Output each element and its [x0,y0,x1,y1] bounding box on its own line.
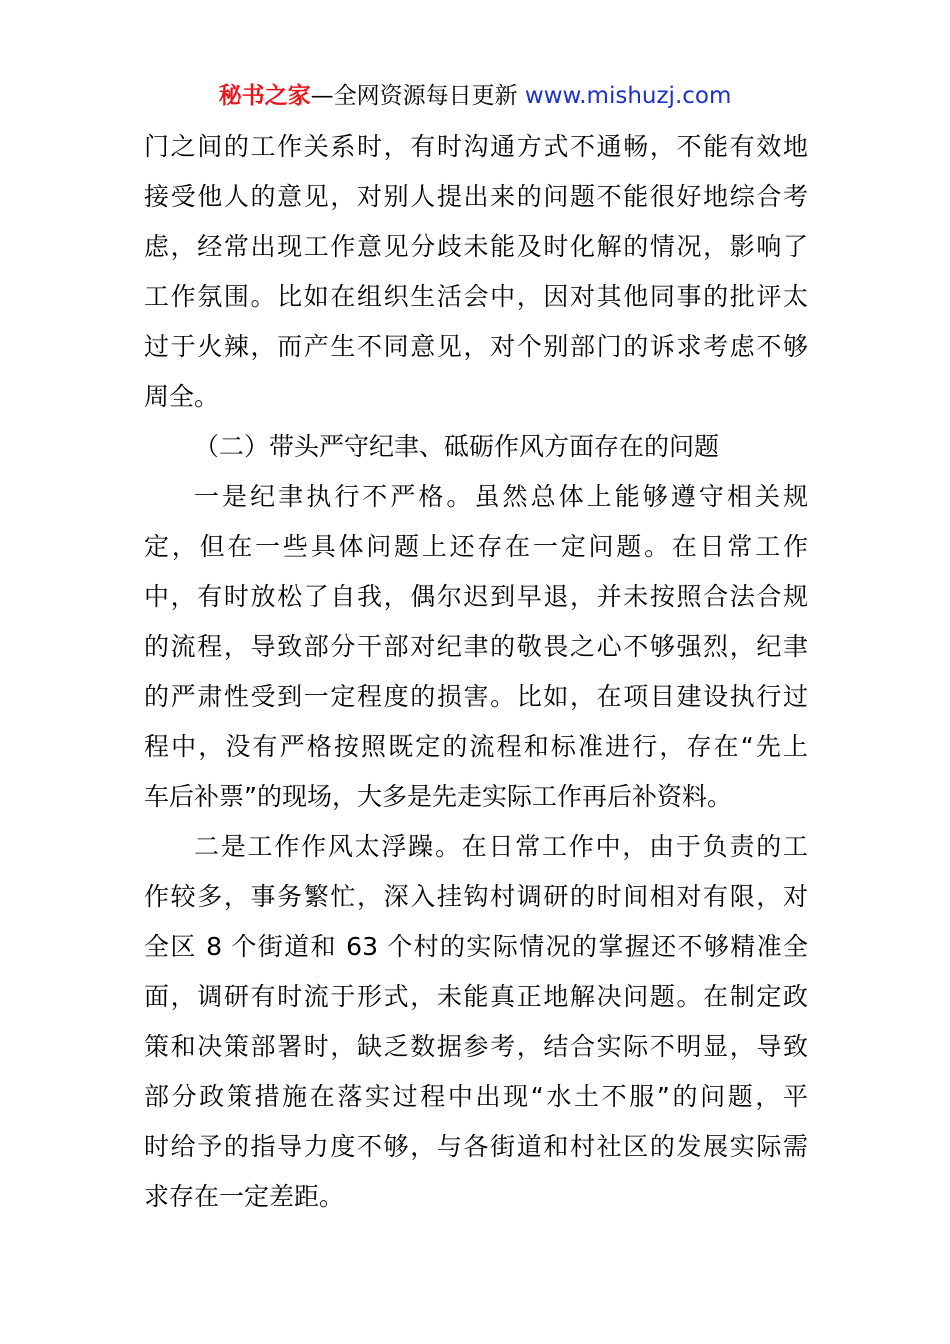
site-brand: 秘书之家 [218,83,311,109]
text-line: 周全。 [144,382,220,411]
text-line: 中，有时放松了自我，偶尔迟到早退，并未按照合法合规 [144,582,808,611]
text-line: 程中，没有严格按照既定的流程和标准进行，存在“先上 [144,732,808,761]
text-line: 二是工作作风太浮躁。在日常工作中，由于负责的工 [194,832,808,861]
section-heading [144,422,808,472]
document-body [144,122,808,1222]
paragraph-discipline [144,472,808,822]
site-url-link[interactable]: www.mishuzj.com [524,83,732,109]
text-line: 工作氛围。比如在组织生活会中，因对其他同事的批评太 [144,282,808,311]
text-line: 的严肃性受到一定程度的损害。比如，在项目建设执行过 [144,682,808,711]
text-line: 部分政策措施在落实过程中出现“水土不服”的问题，平 [144,1082,808,1111]
site-header [0,80,950,112]
paragraph-continuation [144,122,808,422]
text-line: 作较多，事务繁忙，深入挂钩村调研的时间相对有限，对 [144,882,808,911]
text-line: 时给予的指导力度不够，与各街道和村社区的发展实际需 [144,1132,808,1161]
text-line: 门之间的工作关系时，有时沟通方式不通畅，不能有效地 [144,132,808,161]
header-tagline: —全网资源每日更新 [310,83,525,109]
text-line: 过于火辣，而产生不同意见，对个别部门的诉求考虑不够 [144,332,808,361]
section-heading-text: （二）带头严守纪聿、砥砺作风方面存在的问题 [194,432,720,461]
text-line: 虑，经常出现工作意见分歧未能及时化解的情况，影响了 [144,232,808,261]
text-line: 接受他人的意见，对别人提出来的问题不能很好地综合考 [144,182,808,211]
text-line: 定，但在一些具体问题上还存在一定问题。在日常工作 [144,532,808,561]
text-line: 求存在一定差距。 [144,1182,345,1211]
text-line: 全区 8 个街道和 63 个村的实际情况的掌握还不够精准全 [144,932,808,961]
text-line: 的流程，导致部分干部对纪聿的敬畏之心不够强烈，纪聿 [144,632,808,661]
text-line: 面，调研有时流于形式，未能真正地解决问题。在制定政 [144,982,808,1011]
text-line: 一是纪聿执行不严格。虽然总体上能够遵守相关规 [194,482,808,511]
text-line: 策和决策部署时，缺乏数据参考，结合实际不明显，导致 [144,1032,808,1061]
paragraph-work-style [144,822,808,1222]
text-line: 车后补票”的现场，大多是先走实际工作再后补资料。 [144,782,732,811]
